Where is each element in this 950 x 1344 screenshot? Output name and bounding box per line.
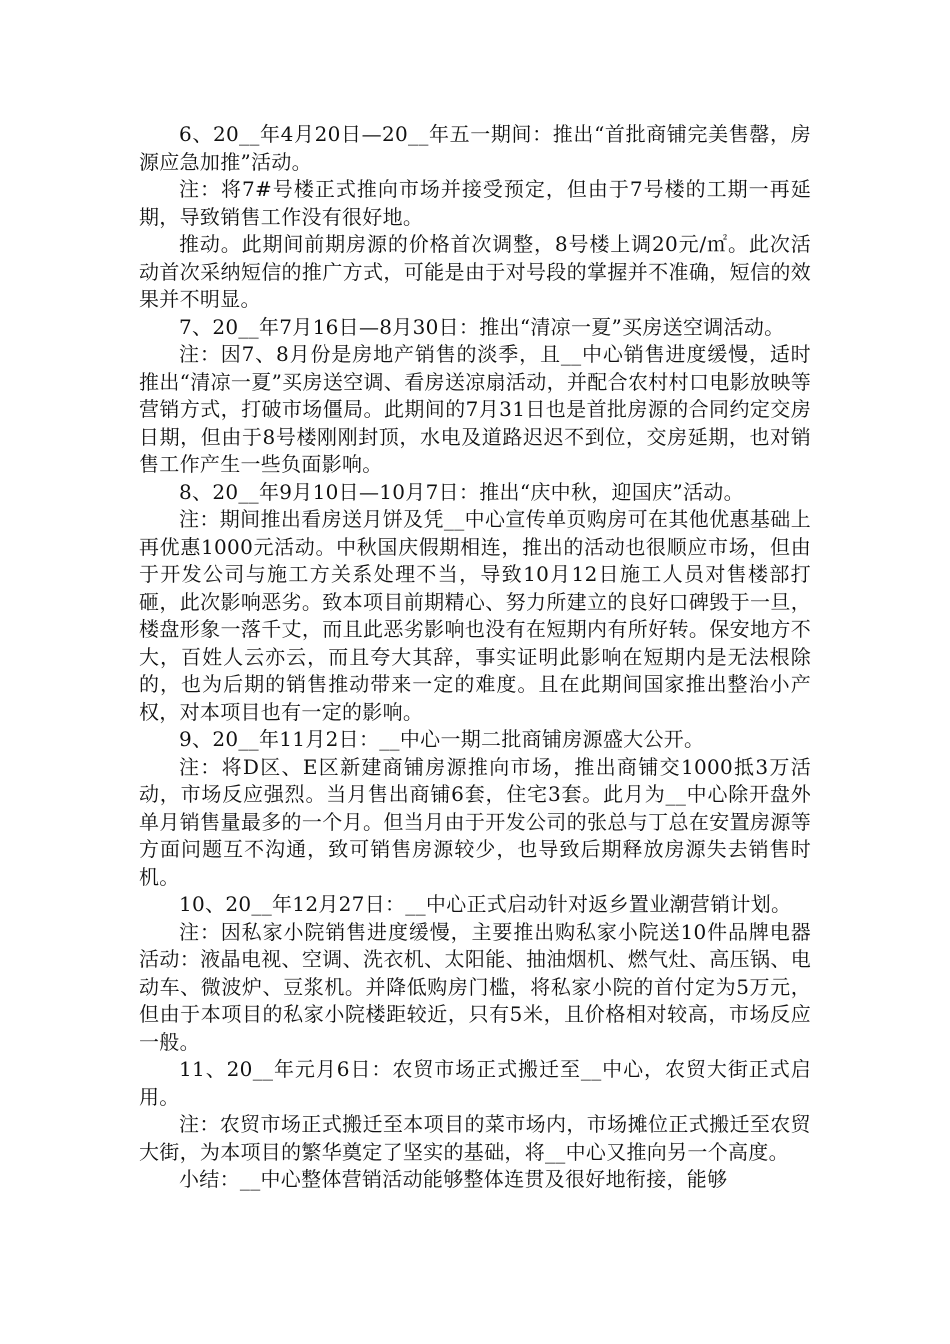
- paragraph-note-6-cont: 推动。此期间前期房源的价格首次调整，8号楼上调20元/㎡。此次活动首次采纳短信的推广方式，可能是由于对号段的掌握并不准确，短信的效果并不明显。: [139, 232, 811, 311]
- paragraph-note-9: 注：将D区、E区新建商铺房源推向市场，推出商铺交1000抵3万活动，市场反应强烈。当月售出商铺6套，住宅3套。此月为__中心除开盘外单月销售量最多的一个月。但当月由于开发公司的张总与丁总在安置房源等方面问题互不沟通，致可销售房源较少，也导致后期释放房源失去销售时机。: [139, 754, 811, 889]
- paragraph-note-6: 注：将7#号楼正式推向市场并接受预定，但由于7号楼的工期一再延期，导致销售工作没有很好地。: [139, 177, 811, 229]
- paragraph-event-6: 6、20__年4月20日—20__年五一期间：推出“首批商铺完美售罄，房源应急加推”活动。: [139, 122, 811, 174]
- paragraph-note-11: 注：农贸市场正式搬迁至本项目的菜市场内，市场摊位正式搬迁至农贸大街，为本项目的繁华奠定了坚实的基础，将__中心又推向另一个高度。: [139, 1112, 811, 1164]
- paragraph-note-10: 注：因私家小院销售进度缓慢，主要推出购私家小院送10件品牌电器活动：液晶电视、空调、洗衣机、太阳能、抽油烟机、燃气灶、高压锅、电动车、微波炉、豆浆机。并降低购房门槛，将私家小院的首付定为5万元，但由于本项目的私家小院楼距较近，只有5米，且价格相对较高，市场反应一般。: [139, 919, 811, 1054]
- paragraph-note-7: 注：因7、8月份是房地产销售的淡季，且__中心销售进度缓慢，适时推出“清凉一夏”买房送空调、看房送凉扇活动，并配合农村村口电影放映等营销方式，打破市场僵局。此期间的7月31日也是首批房源的合同约定交房日期，但由于8号楼刚刚封顶，水电及道路迟迟不到位，交房延期，也对销售工作产生一些负面影响。: [139, 342, 811, 476]
- paragraph-note-8: 注：期间推出看房送月饼及凭__中心宣传单页购房可在其他优惠基础上再优惠1000元活动。中秋国庆假期相连，推出的活动也很顺应市场，但由于开发公司与施工方关系处理不当，导致10月12日施工人员对售楼部打砸，此次影响恶劣。致本项目前期精心、努力所建立的良好口碑毁于一旦，楼盘形象一落千丈，而且此恶劣影响也没有在短期内有所好转。保安地方不大，百姓人云亦云，而且夸大其辞，事实证明此影响在短期内是无法根除的，也为后期的销售推动带来一定的难度。且在此期间国家推出整治小产权，对本项目也有一定的影响。: [139, 507, 811, 724]
- paragraph-summary: 小结：__中心整体营销活动能够整体连贯及很好地衔接，能够: [179, 1167, 728, 1191]
- document-body: [139, 121, 811, 1194]
- paragraph-event-9: 9、20__年11月2日：__中心一期二批商铺房源盛大公开。: [179, 727, 705, 751]
- paragraph-event-8: 8、20__年9月10日—10月7日：推出“庆中秋，迎国庆”活动。: [179, 479, 744, 504]
- paragraph-event-7: 7、20__年7月16日—8月30日：推出“清凉一夏”买房送空调活动。: [179, 314, 785, 339]
- paragraph-event-10: 10、20__年12月27日：__中心正式启动针对返乡置业潮营销计划。: [179, 892, 792, 916]
- paragraph-event-11: 11、20__年元月6日：农贸市场正式搬迁至__中心，农贸大街正式启用。: [139, 1057, 811, 1109]
